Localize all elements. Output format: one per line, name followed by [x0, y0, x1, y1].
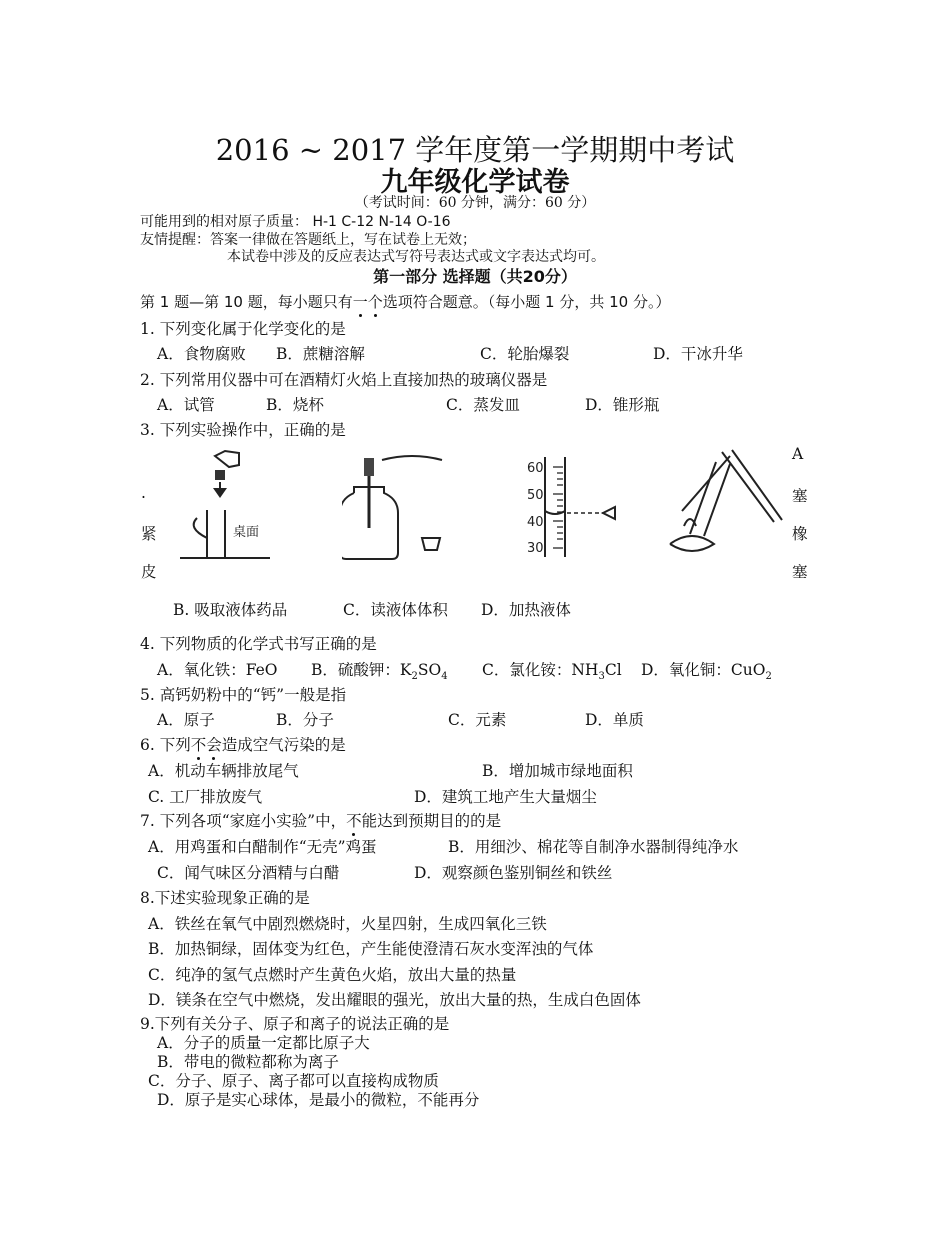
instruction-text: 第 1 题—第 10 题，每小题只有 — [140, 293, 353, 311]
q9-option-b: B．带电的微粒都称为离子 — [157, 1053, 339, 1071]
q3-side-text: 塞 — [792, 487, 808, 505]
q8-option-d: D．镁条在空气中燃烧，发出耀眼的强光，放出大量的热，生成白色固体 — [148, 991, 641, 1009]
q6-option-d: D．建筑工地产生大量烟尘 — [414, 788, 597, 806]
q3-side-text: 皮 — [141, 563, 157, 581]
q9-option-d: D．原子是实心球体，是最小的微粒，不能再分 — [157, 1091, 480, 1109]
formula-subscript: 2 — [411, 671, 418, 683]
reminder-line-1: 友情提醒：答案一律做在答题纸上，写在试卷上无效； — [140, 232, 476, 248]
q7-option-d: D．观察颜色鉴别铜丝和铁丝 — [414, 864, 613, 882]
cylinder-tick-label: 50 — [527, 488, 544, 503]
atomic-masses: 可能用到的相对原子质量： H-1 C-12 N-14 O-16 — [140, 214, 451, 230]
q2-option-a: A．试管 — [157, 396, 215, 414]
q4-option-d — [641, 658, 772, 682]
q6-option-c: C. 工厂排放废气 — [148, 788, 263, 806]
formula-text: SO — [417, 661, 442, 679]
instruction-text: 选项符合题意。（每小题 1 分，共 10 分。） — [382, 293, 671, 311]
section-instruction — [140, 291, 670, 312]
q3-side-text: . — [141, 484, 146, 502]
q4-option-a: A．氧化铁：FeO — [157, 661, 278, 679]
liquid-meniscus — [545, 511, 565, 514]
q8-option-a: A．铁丝在氧气中剧烈燃烧时，火星四射，生成四氧化三铁 — [148, 915, 547, 933]
q3-option-a-label: A — [792, 445, 804, 463]
cylinder-walls — [545, 457, 565, 557]
q2-option-d: D．锥形瓶 — [585, 396, 660, 414]
formula-text: D．氧化铜：CuO — [641, 661, 766, 679]
desk-label: 桌面 — [233, 525, 260, 540]
q2-option-c: C．蒸发皿 — [446, 396, 520, 414]
figure-stopper-test-tube — [175, 448, 275, 563]
eye-icon — [603, 507, 615, 519]
q5-option-b: B．分子 — [276, 711, 334, 729]
question-3-stem: 3. 下列实验操作中，正确的是 — [140, 421, 346, 439]
q5-option-d: D．单质 — [585, 711, 644, 729]
cylinder-tick-label: 30 — [527, 541, 544, 556]
q5-option-c: C．元素 — [448, 711, 507, 729]
q4-option-b — [311, 658, 448, 682]
q3-option-c: C．读液体体积 — [343, 601, 448, 619]
q1-option-d: D．干冰升华 — [653, 345, 743, 363]
test-tube-holder — [722, 450, 782, 522]
formula-text: B．硫酸钾：K — [311, 661, 412, 679]
stem-emphasis: 不 — [190, 736, 207, 754]
question-7-stem — [140, 809, 501, 831]
stem-text: 6. 下列 — [140, 736, 191, 754]
figure-heating-liquid — [660, 448, 785, 560]
hand-shape — [382, 456, 442, 460]
alcohol-lamp — [670, 536, 714, 551]
q4-option-c — [482, 658, 622, 682]
q1-option-c: C．轮胎爆裂 — [480, 345, 570, 363]
exam-info: （考试时间：60 分钟，满分：60 分） — [354, 195, 596, 211]
q8-option-b: B．加热铜绿，固体变为红色，产生能使澄清石灰水变浑浊的气体 — [148, 940, 594, 958]
q6-option-a: A．机动车辆排放尾气 — [148, 762, 299, 780]
q9-option-a: A．分子的质量一定都比原子大 — [157, 1034, 370, 1052]
hand-holding — [194, 518, 207, 538]
q6-option-b: B．增加城市绿地面积 — [482, 762, 633, 780]
stem-text: 7. 下列各项“家庭小实验”中， — [140, 812, 347, 830]
question-4-stem: 4. 下列物质的化学式书写正确的是 — [140, 635, 377, 653]
q3-option-d: D．加热液体 — [481, 601, 571, 619]
figure-graduated-cylinder — [525, 455, 625, 560]
section-title: 第一部分 选择题（共20分） — [373, 267, 577, 286]
q3-side-text: 橡 — [792, 525, 808, 543]
cylinder-tick-label: 40 — [527, 515, 544, 530]
question-8-stem: 8.下述实验现象正确的是 — [140, 889, 310, 907]
instruction-emphasis: 一 — [352, 293, 368, 311]
reminder-line-2: 本试卷中涉及的反应表达式写符号表达式或文字表达式均可。 — [227, 249, 605, 265]
formula-subscript: 3 — [598, 671, 605, 683]
stem-emphasis: 会 — [206, 736, 222, 754]
paper-title: 九年级化学试卷 — [380, 167, 570, 198]
q7-option-a: A．用鸡蛋和白醋制作“无壳”鸡蛋 — [148, 838, 377, 856]
q2-option-b: B．烧杯 — [266, 396, 324, 414]
formula-subscript: 4 — [441, 671, 448, 683]
test-tube — [207, 510, 225, 558]
q5-option-a: A．原子 — [157, 711, 215, 729]
rubber-stopper — [215, 470, 225, 480]
question-2-stem: 2. 下列常用仪器中可在酒精灯火焰上直接加热的玻璃仪器是 — [140, 371, 548, 389]
question-6-stem — [140, 733, 346, 755]
formula-text: Cl — [604, 661, 622, 679]
q8-option-c: C．纯净的氢气点燃时产生黄色火焰，放出大量的热量 — [148, 966, 517, 984]
question-1-stem: 1. 下列变化属于化学变化的是 — [140, 320, 346, 338]
instruction-emphasis: 个 — [367, 293, 383, 311]
q3-side-text: 塞 — [792, 563, 808, 581]
exam-title: 2016 ~ 2017 学年度第一学期期中考试 — [215, 133, 735, 167]
stem-text: 造成空气污染的是 — [221, 736, 346, 754]
formula-text: C．氯化铵：NH — [482, 661, 599, 679]
q7-option-b: B．用细沙、棉花等自制净水器制得纯净水 — [448, 838, 739, 856]
q1-option-b: B．蔗糖溶解 — [276, 345, 365, 363]
figure-dropper-bottle — [342, 448, 462, 563]
q3-side-text: 紧 — [141, 525, 157, 543]
stem-text: 能达到预期目的的是 — [361, 812, 502, 830]
down-arrow-head — [213, 488, 227, 498]
q7-option-c: C．闻气味区分酒精与白醋 — [157, 864, 340, 882]
stem-emphasis: 不 — [346, 812, 362, 830]
hand-shape — [215, 451, 239, 467]
question-9-stem: 9.下列有关分子、原子和离子的说法正确的是 — [140, 1015, 450, 1033]
dropper-bulb — [364, 458, 374, 476]
q9-option-c: C．分子、原子、离子都可以直接构成物质 — [148, 1072, 439, 1090]
cylinder-ticks — [553, 467, 563, 548]
formula-subscript: 2 — [765, 671, 772, 683]
cylinder-tick-label: 60 — [527, 461, 544, 476]
q1-option-a: A．食物腐败 — [157, 345, 246, 363]
q3-option-b: B. 吸取液体药品 — [173, 601, 288, 619]
question-5-stem: 5. 高钙奶粉中的“钙”一般是指 — [140, 686, 347, 704]
bottle-stopper — [422, 538, 440, 550]
